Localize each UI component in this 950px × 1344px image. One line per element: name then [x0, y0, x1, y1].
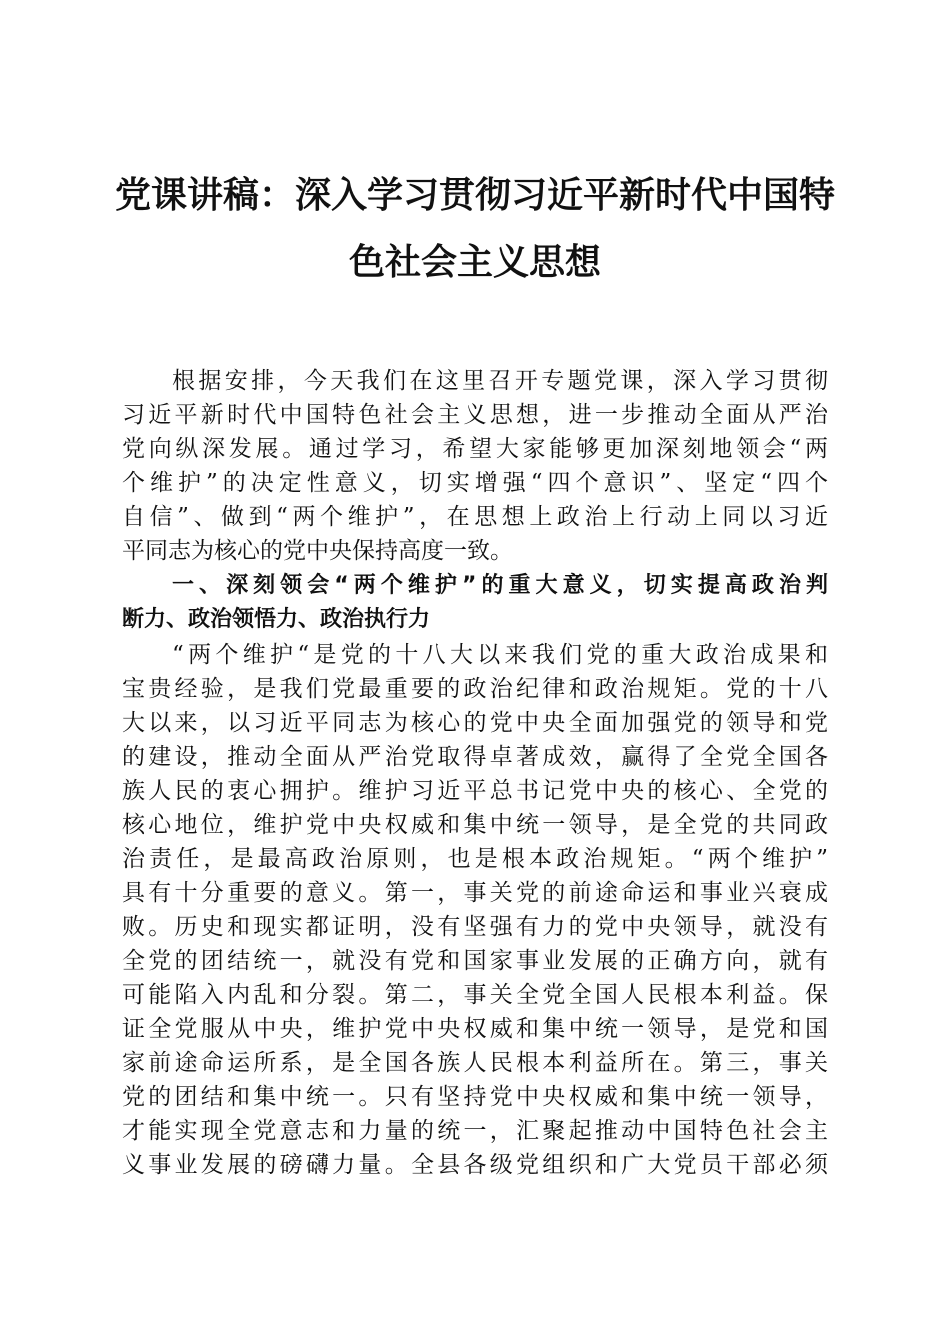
intro-paragraph-line: 自信”、做到“两个维护”，在思想上政治上行动上同以习近	[122, 504, 828, 530]
body-paragraph-line: “两个维护“是党的十八大以来我们党的重大政治成果和	[172, 642, 828, 668]
body-paragraph-line: 宝贵经验，是我们党最重要的政治纪律和政治规矩。党的十八	[122, 676, 828, 702]
intro-paragraph-line: 个维护”的决定性意义，切实增强“四个意识”、坚定“四个	[122, 470, 828, 496]
body-paragraph-line: 可能陷入内乱和分裂。第二，事关全党全国人民根本利益。保	[122, 982, 828, 1008]
body-paragraph-line: 的建设，推动全面从严治党取得卓著成效，赢得了全党全国各	[122, 744, 828, 770]
body-paragraph-line: 具有十分重要的意义。第一，事关党的前途命运和事业兴衰成	[122, 880, 828, 906]
intro-paragraph-line: 习近平新时代中国特色社会主义思想，进一步推动全面从严治	[122, 402, 828, 428]
section-heading-line: 断力、政治领悟力、政治执行力	[122, 607, 431, 632]
body-paragraph-line: 大以来，以习近平同志为核心的党中央全面加强党的领导和党	[122, 710, 828, 736]
section-heading-line: 一、深刻领会“两个维护”的重大意义，切实提高政治判	[172, 573, 828, 598]
body-paragraph-line: 治责任，是最高政治原则，也是根本政治规矩。“两个维护”	[122, 846, 828, 872]
body-paragraph-line: 核心地位，维护党中央权威和集中统一领导，是全党的共同政	[122, 812, 828, 838]
document-title-line-2: 色社会主义思想	[348, 241, 601, 283]
intro-paragraph-line: 平同志为核心的党中央保持高度一致。	[122, 538, 513, 564]
body-paragraph-line: 证全党服从中央，维护党中央权威和集中统一领导，是党和国	[122, 1016, 828, 1042]
body-paragraph-line: 党的团结和集中统一。只有坚持党中央权威和集中统一领导，	[122, 1084, 828, 1110]
intro-paragraph-line: 党向纵深发展。通过学习，希望大家能够更加深刻地领会“两	[122, 436, 828, 462]
body-paragraph-line: 家前途命运所系，是全国各族人民根本利益所在。第三，事关	[122, 1050, 828, 1076]
body-paragraph-line: 败。历史和现实都证明，没有坚强有力的党中央领导，就没有	[122, 914, 828, 940]
document-title-line-1: 党课讲稿：深入学习贯彻习近平新时代中国特	[114, 174, 835, 216]
body-paragraph-line: 义事业发展的磅礴力量。全县各级党组织和广大党员干部必须	[122, 1152, 828, 1178]
body-paragraph-line: 全党的团结统一，就没有党和国家事业发展的正确方向，就有	[122, 948, 828, 974]
body-paragraph-line: 才能实现全党意志和力量的统一，汇聚起推动中国特色社会主	[122, 1118, 828, 1144]
body-paragraph-line: 族人民的衷心拥护。维护习近平总书记党中央的核心、全党的	[122, 778, 828, 804]
intro-paragraph-line: 根据安排，今天我们在这里召开专题党课，深入学习贯彻	[172, 368, 828, 394]
